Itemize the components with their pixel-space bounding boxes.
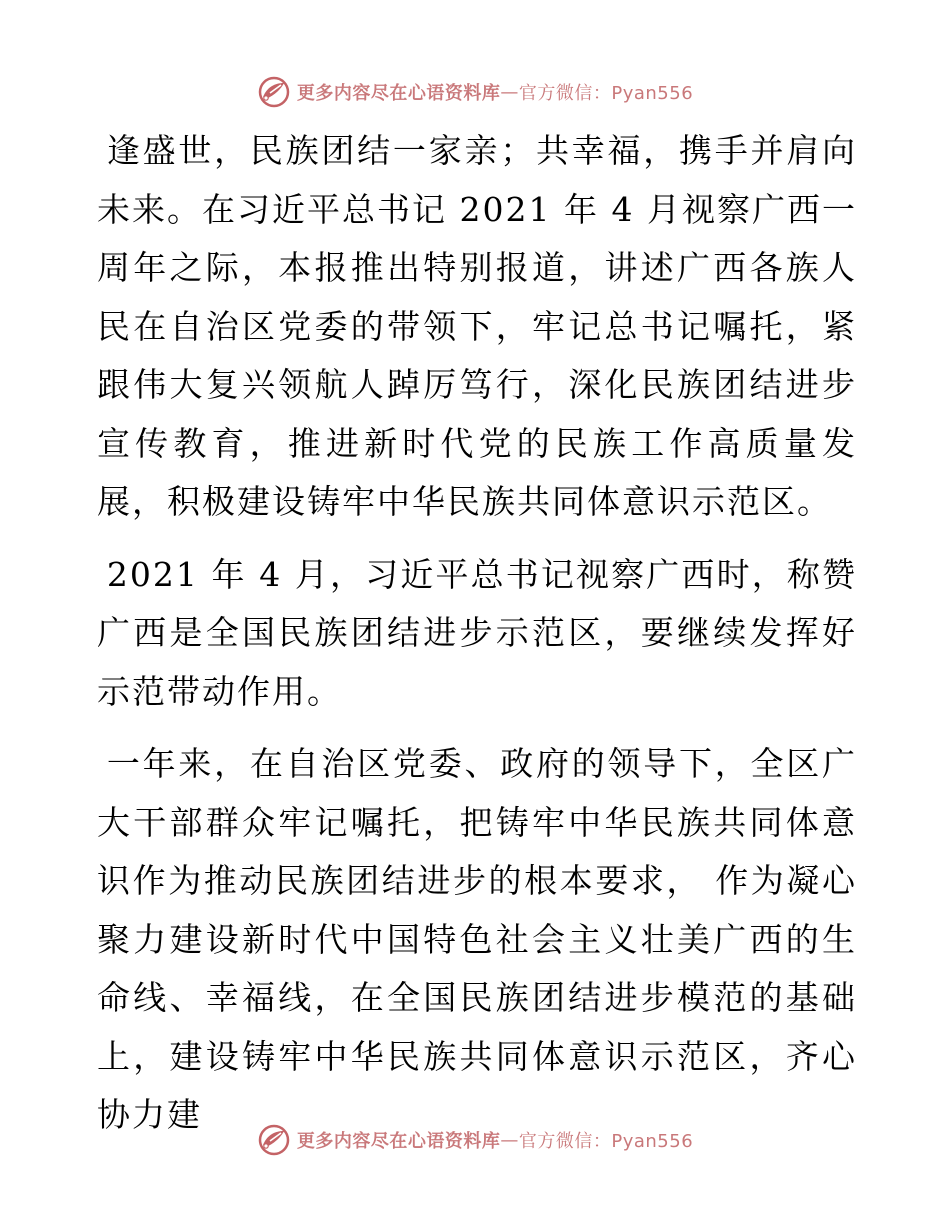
footer-banner-inner (257, 1123, 693, 1157)
footer-banner (0, 1120, 950, 1160)
header-site-name: 更多内容尽在心语资料库 (296, 83, 501, 104)
header-separator: — (500, 81, 519, 103)
header-wechat-id: 官方微信：Pyan556 (518, 83, 694, 104)
header-banner (0, 72, 950, 112)
footer-separator: — (500, 1129, 519, 1151)
body-paragraph-2: 2021 年 4 月，习近平总书记视察广西时，称赞广西是全国民族团结进步示范区，要继续发挥好示范带动作用。 (97, 554, 857, 711)
pen-nib-logo-icon (257, 1123, 291, 1157)
footer-site-name: 更多内容尽在心语资料库 (296, 1131, 501, 1152)
body-paragraph-3: 一年来，在自治区党委、政府的领导下，全区广大干部群众牢记嘱托，把铸牢中华民族共同体意识作为推动民族团结进步的根本要求， 作为凝心聚力建设新时代中国特色社会主义壮美广西的生命线、幸福线，在全国民族团结进步模范的基础上，建设铸牢中华民族共同体意识示范区，齐心协力建 (97, 744, 857, 1134)
header-banner-text (297, 79, 693, 105)
body-paragraph-1: 逢盛世，民族团结一家亲；共幸福，携手并肩向未来。在习近平总书记 2021 年 4 月视察广西一周年之际，本报推出特别报道，讲述广西各族人民在自治区党委的带领下，牢记总书记嘱托，紧跟伟大复兴领航人踔厉笃行，深化民族团结进步宣传教育，推进新时代党的民族工作高质量发展，积极建设铸牢中华民族共同体意识示范区。 (97, 131, 857, 521)
footer-wechat-id: 官方微信：Pyan556 (518, 1131, 694, 1152)
header-banner-inner (257, 75, 693, 109)
document-body (97, 122, 857, 1145)
footer-banner-text (297, 1127, 693, 1153)
pen-nib-logo-icon (257, 75, 291, 109)
